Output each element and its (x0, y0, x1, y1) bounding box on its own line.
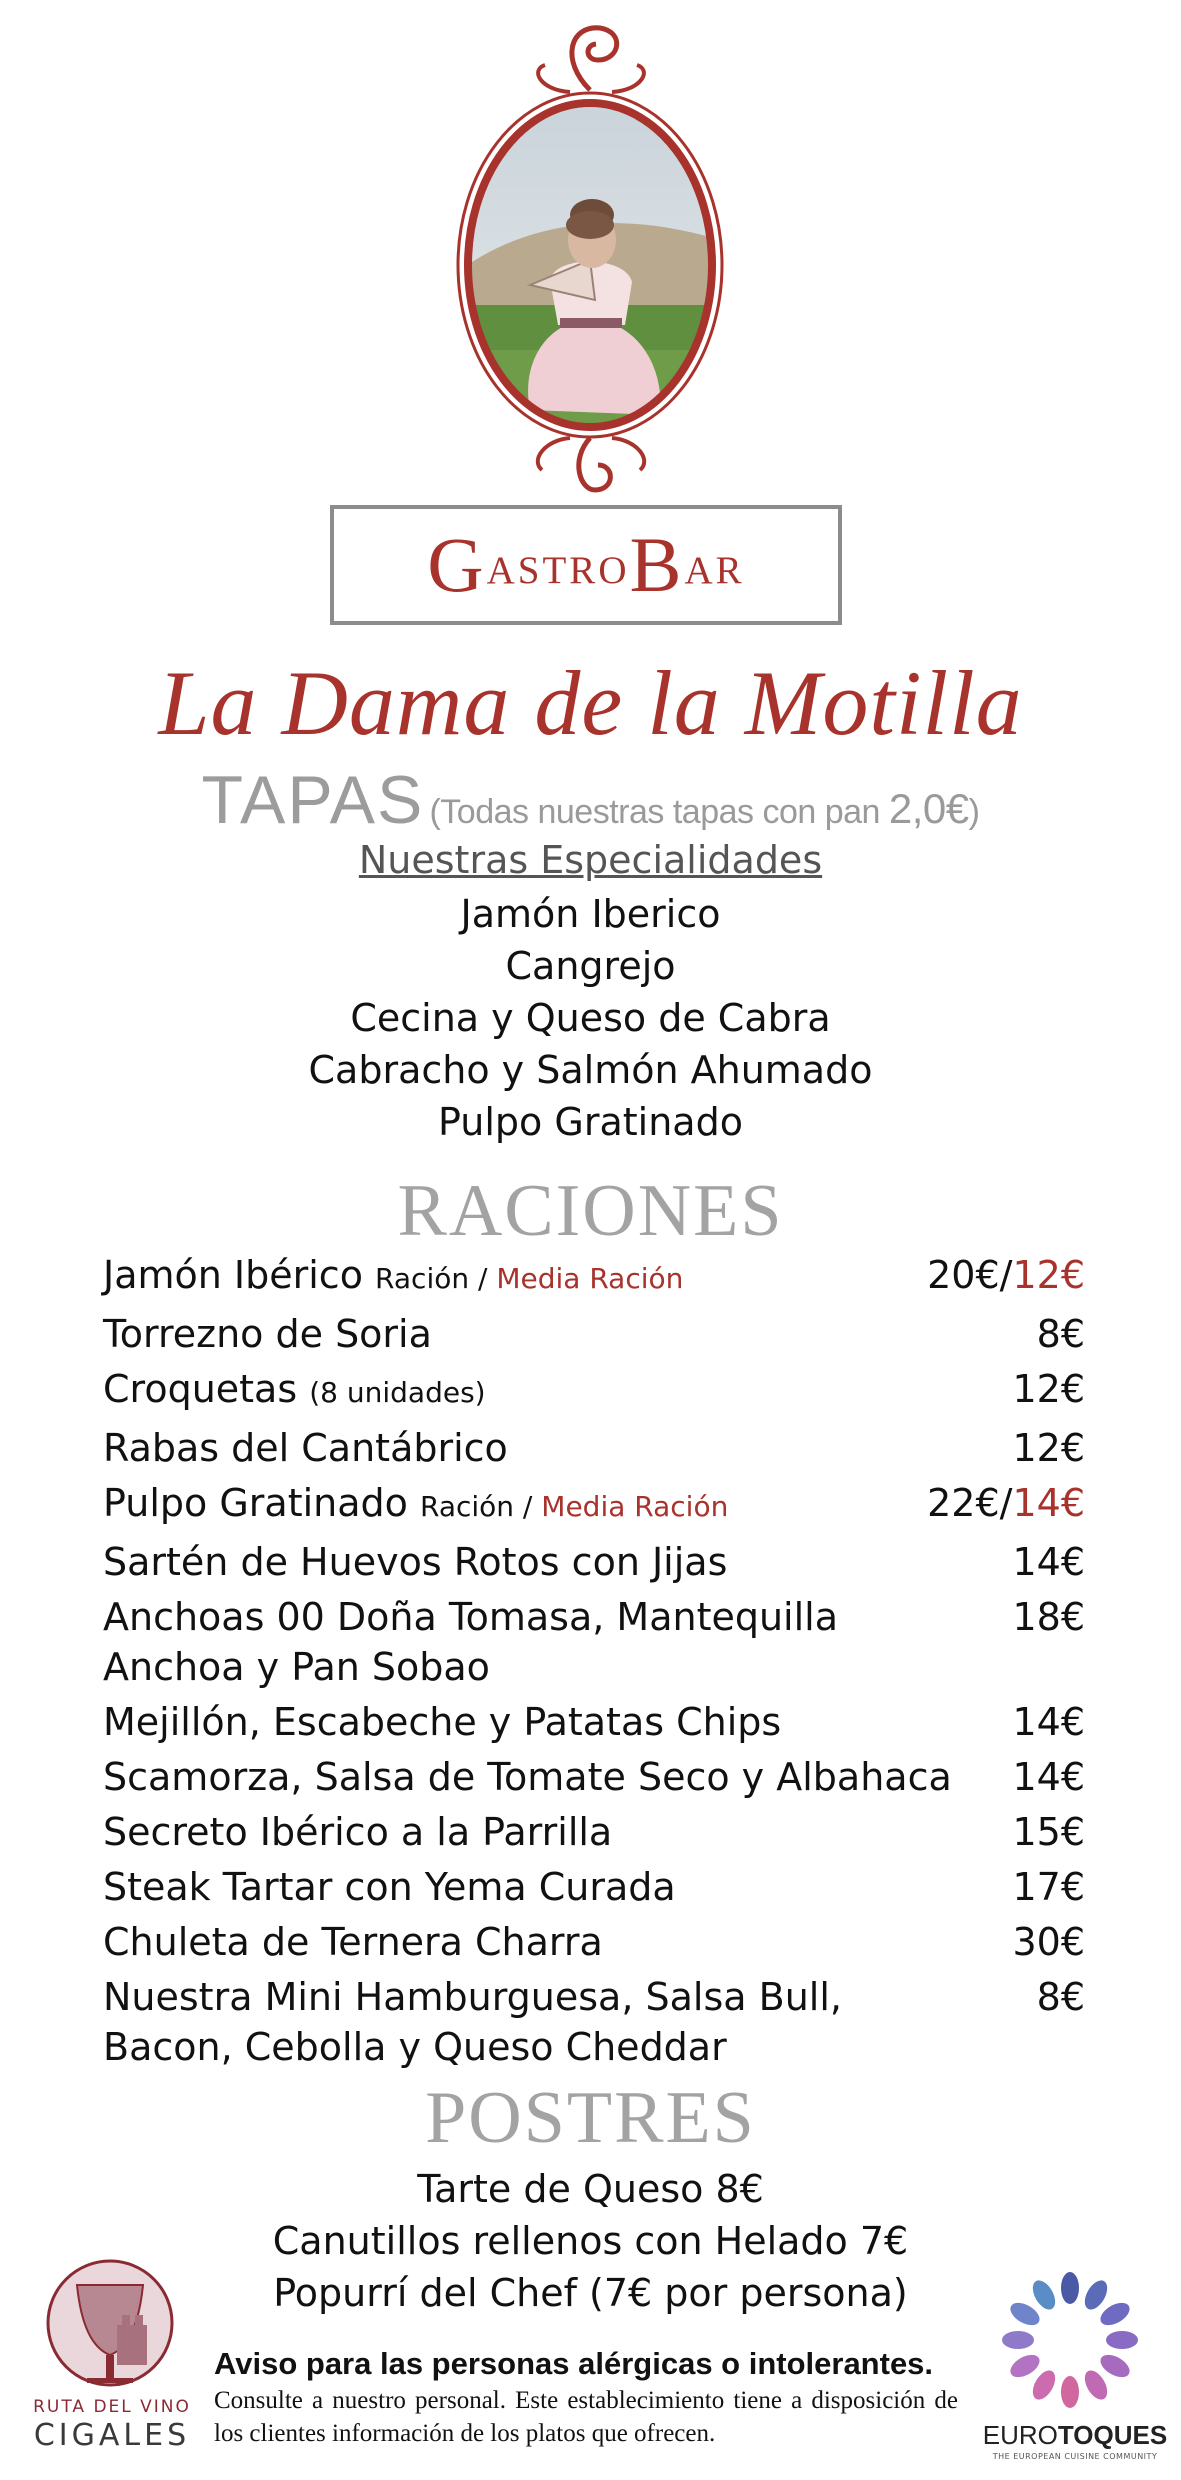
dish-price: 14€ (1012, 1700, 1085, 1744)
dish-name: Steak Tartar con Yema Curada (103, 1865, 676, 1909)
menu-row (103, 1592, 1085, 1692)
price-half: 14€ (1012, 1481, 1085, 1525)
list-item: Canutillos rellenos con Helado 7€ (272, 2219, 909, 2263)
dish-price: 12€ (1012, 1426, 1085, 1470)
menu-row (103, 1250, 1085, 1304)
menu-row (103, 1537, 1085, 1587)
brand-letters-astro: astro (486, 534, 630, 596)
dish-price: 8€ (1036, 1975, 1085, 2019)
dish-price: 14€ (1012, 1540, 1085, 1584)
price-full: 20€/ (927, 1253, 1013, 1297)
allergen-title: Aviso para las personas alérgicas o intolerantes. (214, 2346, 934, 2381)
specialties-list (0, 888, 1181, 1148)
eurotoques-flower-icon (985, 2262, 1155, 2417)
menu-row (103, 1752, 1085, 1802)
dish-name: Anchoas 00 Doña Tomasa, Mantequilla Anchoa y Pan Sobao (103, 1595, 839, 1689)
list-item: Cabracho y Salmón Ahumado (308, 1048, 873, 1092)
euro-word-b: TOQUES (1057, 2420, 1168, 2450)
list-item: Cangrejo (505, 944, 676, 988)
tapas-note-suffix: ) (968, 793, 980, 831)
tapas-note-prefix: (Todas nuestras tapas con pan (429, 793, 889, 831)
dish-title: Pulpo Gratinado (103, 1481, 408, 1525)
list-item: Tarte de Queso 8€ (417, 2167, 764, 2211)
brand-letter-b: B (629, 521, 685, 608)
postres-title: POSTRES (425, 2077, 756, 2159)
dish-half-portion: Media Ración (496, 1262, 684, 1295)
raciones-list (103, 1250, 1085, 2072)
dish-price: 15€ (1012, 1810, 1085, 1854)
menu-row (103, 1917, 1085, 1967)
raciones-title: RACIONES (397, 1170, 784, 1252)
cigales-name-label: CIGALES (33, 2418, 191, 2453)
dish-price (927, 1478, 1085, 1528)
dish-price: 8€ (1036, 1312, 1085, 1356)
brand-letters-ar: ar (684, 534, 745, 596)
menu-row (103, 1423, 1085, 1473)
menu-row (103, 1478, 1085, 1532)
eurotoques-tagline: THE EUROPEAN CUISINE COMMUNITY (992, 2452, 1158, 2461)
dish-portion: Ración / (375, 1262, 497, 1295)
dish-name (103, 1364, 486, 1418)
dish-title: Jamón Ibérico (103, 1253, 363, 1297)
dish-name (103, 1478, 728, 1532)
menu-row (103, 1862, 1085, 1912)
cigales-route-label: RUTA DEL VINO (33, 2397, 191, 2417)
price-full: 22€/ (927, 1481, 1013, 1525)
dish-portion: Ración / (419, 1490, 542, 1523)
dish-name: Sartén de Huevos Rotos con Jijas (103, 1540, 728, 1584)
dish-price: 17€ (1012, 1865, 1085, 1909)
dish-price: 30€ (1012, 1920, 1085, 1964)
price-half: 12€ (1012, 1253, 1085, 1297)
tapas-bread-note (429, 785, 980, 832)
tapas-title: TAPAS (201, 762, 425, 838)
dish-units: (8 unidades) (309, 1376, 486, 1409)
specialties-title: Nuestras Especialidades (358, 838, 823, 882)
menu-row (103, 1972, 1085, 2072)
list-item: Popurrí del Chef (7€ por persona) (273, 2271, 908, 2315)
menu-row (103, 1807, 1085, 1857)
dish-price: 18€ (1012, 1595, 1085, 1639)
restaurant-name: La Dama de la Motilla (158, 652, 1023, 754)
dish-name: Torrezno de Soria (103, 1312, 432, 1356)
dish-name: Scamorza, Salsa de Tomate Seco y Albahaca (103, 1755, 952, 1799)
gastrobar-logo-box (330, 505, 842, 625)
brand-letter-g: G (427, 521, 487, 608)
tapas-bread-price: 2,0€ (888, 785, 969, 832)
dama-emblem-logo (420, 20, 761, 500)
dish-price: 12€ (1012, 1367, 1085, 1411)
dish-price: 14€ (1012, 1755, 1085, 1799)
dish-name: Mejillón, Escabeche y Patatas Chips (103, 1700, 782, 1744)
menu-row (103, 1309, 1085, 1359)
eurotoques-wordmark (975, 2420, 1175, 2451)
dish-name: Nuestra Mini Hamburguesa, Salsa Bull, Bacon, Cebolla y Queso Cheddar (103, 1975, 842, 2069)
menu-row (103, 1364, 1085, 1418)
dish-name: Chuleta de Ternera Charra (103, 1920, 603, 1964)
list-item: Pulpo Gratinado (438, 1100, 743, 1144)
list-item: Cecina y Queso de Cabra (350, 996, 831, 1040)
menu-row (103, 1697, 1085, 1747)
dish-half-portion: Media Ración (541, 1490, 729, 1523)
dish-name: Secreto Ibérico a la Parrilla (103, 1810, 613, 1854)
euro-word-a: EURO (982, 2420, 1058, 2450)
dish-name (103, 1250, 683, 1304)
dish-title: Croquetas (103, 1367, 298, 1411)
allergen-body: Consulte a nuestro personal. Este establecimiento tiene a disposición de los clientes información de los platos que ofrecen. (214, 2387, 958, 2447)
dish-price (927, 1250, 1085, 1300)
allergen-notice (214, 2344, 958, 2450)
list-item: Jamón Iberico (460, 892, 721, 936)
dish-name: Rabas del Cantábrico (103, 1426, 508, 1470)
